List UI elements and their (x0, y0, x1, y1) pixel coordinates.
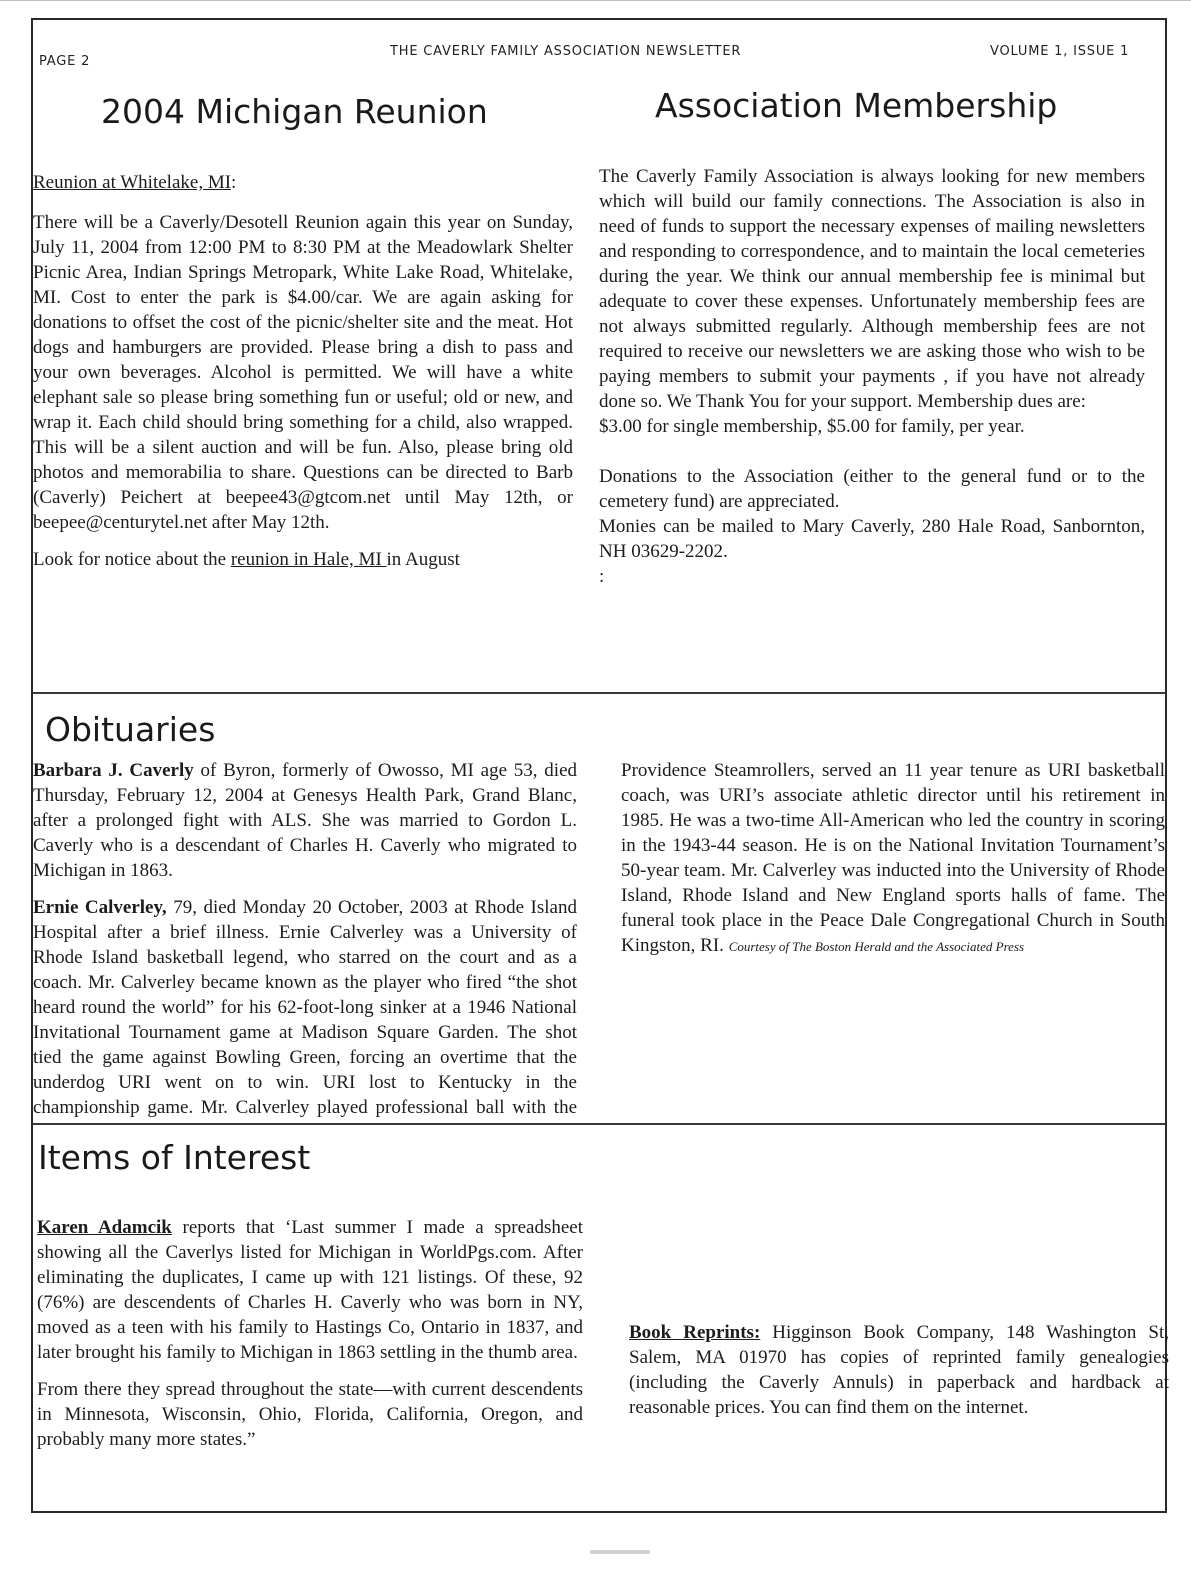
membership-mail: Monies can be mailed to Mary Caverly, 280 Hale Road, Sanbornton, NH 03629-2202. (599, 516, 1145, 562)
obituary-credit: Courtesy of The Boston Herald and the Associated Press (728, 939, 1025, 954)
item-book-title: Book Reprints: (629, 1322, 761, 1343)
obituary-barbara-name: Barbara J. Caverly (33, 760, 194, 781)
reunion-subheading: Reunion at Whitelake, MI (33, 172, 232, 193)
scan-top-edge (0, 0, 1191, 1)
obituary-ernie-name: Ernie Calverley, (33, 897, 167, 918)
membership-donations: Donations to the Association (either to the general fund or to the cemetery fund) are appreciated. (599, 466, 1145, 512)
section-divider-2 (33, 1123, 1165, 1125)
items-right-column (629, 1320, 1169, 1432)
membership-dues: $3.00 for single membership, $5.00 for family, per year. (599, 416, 1025, 437)
obituary-ernie-text: 79, died Monday 20 October, 2003 at Rhode Island Hospital after a brief illness. Ernie Calverley was a University of Rhode Island basketball legend, who starred on the court and as a coach. Mr. Calverley became known as the player who fired “the shot heard round the world” for his 62-foot-long sinker at a 1946 National Invitational Tournament game at Madison Square Garden. The shot tied the game against Bowling Green, forcing an overtime that the underdog URI went on to win. URI lost to Kentucky in the championship game. Mr. Calverley played professional ball with the Providence Steamrollers, served an 11 year tenure as URI basketball coach, was URI’s associate athletic director until his retirement in 1985. He was a two-time All-American who led the country in scoring in the 1943-44 season. He is on the National Invitation Tournament’s 50-year team. Mr. Calverley was inducted into the University of Rhode Island, Rhode Island and New England sports halls of fame. The funeral took place in the Peace Dale Congregational Church in South Kingston, RI. (33, 760, 1165, 1118)
scan-smudge (590, 1550, 650, 1554)
obituaries-columns (33, 758, 1165, 1123)
items-left-column (37, 1215, 583, 1464)
item-book-reprints (629, 1320, 1169, 1420)
membership-heading: Association Membership (655, 86, 1058, 125)
item-karen-name: Karen Adamcik (37, 1217, 172, 1238)
obituary-barbara (33, 758, 577, 883)
membership-body: The Caverly Family Association is always looking for new members which will build our family connections. The Association is also in need of funds to support the necessary expenses of mailing newsletters and responding to correspondence, and to maintain the local cemeteries during the year. We think our annual membership fee is minimal but adequate to cover these expenses. Unfortunately membership fees are not always submitted regularly. Although membership fees are not required to receive our newsletters we are asking those who wish to be paying members to submit your payments , if you have not already done so. We Thank You for your support. Membership dues are: (599, 166, 1145, 412)
page-frame (31, 18, 1167, 1513)
item-karen-continued: From there they spread throughout the state—with current descendents in Minnesota, Wisconsin, Ohio, Florida, California, Oregon, and probably many more states.” (37, 1379, 583, 1450)
newsletter-title: THE CAVERLY FAMILY ASSOCIATION NEWSLETTER (390, 44, 742, 59)
item-karen-text: reports that ‘Last summer I made a spreadsheet showing all the Caverlys listed for Michigan in WorldPgs.com. After eliminating the duplicates, I came up with 121 listings. Of these, 92 (76%) are descendents of Charles H. Caverly who was born in NY, moved as a teen with his family to Hastings Co, Ontario in 1837, and later brought his family to Michigan in 1863 settling in the thumb area. (37, 1217, 583, 1363)
items-heading: Items of Interest (38, 1138, 311, 1177)
reunion-notice-text: Look for notice about the (33, 549, 231, 570)
volume-issue: VOLUME 1, ISSUE 1 (990, 44, 1130, 59)
reunion-heading: 2004 Michigan Reunion (101, 92, 488, 131)
obituaries-heading: Obituaries (45, 710, 216, 749)
reunion-body: There will be a Caverly/Desotell Reunion again this year on Sunday, July 11, 2004 from 12:00 PM to 8:30 PM at the Meadowlark Shelter Picnic Area, Indian Springs Metropark, White Lake Road, Whitelake, MI. Cost to enter the park is $4.00/car. We are again asking for donations to offset the cost of the picnic/shelter site and the meat. Hot dogs and hamburgers are provided. Please bring a dish to pass and your own beverages. Alcohol is permitted. We will have a white elephant sale so please bring something fun or useful; old or new, and wrap it. Each child should bring something for a child, also wrapped. This will be a silent auction and will be fun. Also, please bring old photos and memorabilia to share. Questions can be directed to Barb (Caverly) Peichert at beepee43@gtcom.net until May 12th, or beepee@centurytel.net after May 12th. (33, 212, 573, 533)
section-divider (33, 692, 1165, 694)
obituary-barbara-text: of Byron, formerly of Owosso, MI age 53, died Thursday, February 12, 2004 at Genesys Health Park, Grand Blanc, after a prolonged fight with ALS. She was married to Gordon L. Caverly who is a descendant of Charles H. Caverly who migrated to Michigan in 1863. (33, 760, 577, 881)
item-karen (37, 1215, 583, 1365)
reunion-notice (33, 547, 573, 572)
membership-column (599, 164, 1145, 589)
reunion-hale-link[interactable]: reunion in Hale, MI (230, 549, 387, 570)
item-book-text: Higginson Book Company, 148 Washington St, Salem, MA 01970 has copies of reprinted family genealogies (including the Caverly Annuls) in paperback and hardback at reasonable prices. You can find them on the internet. (629, 1322, 1169, 1418)
page-number: PAGE 2 (39, 54, 91, 69)
reunion-subheading-colon: : (231, 172, 237, 193)
reunion-notice-end: in August (386, 549, 460, 570)
reunion-column (33, 170, 573, 584)
membership-stray-mark: : (599, 566, 605, 587)
